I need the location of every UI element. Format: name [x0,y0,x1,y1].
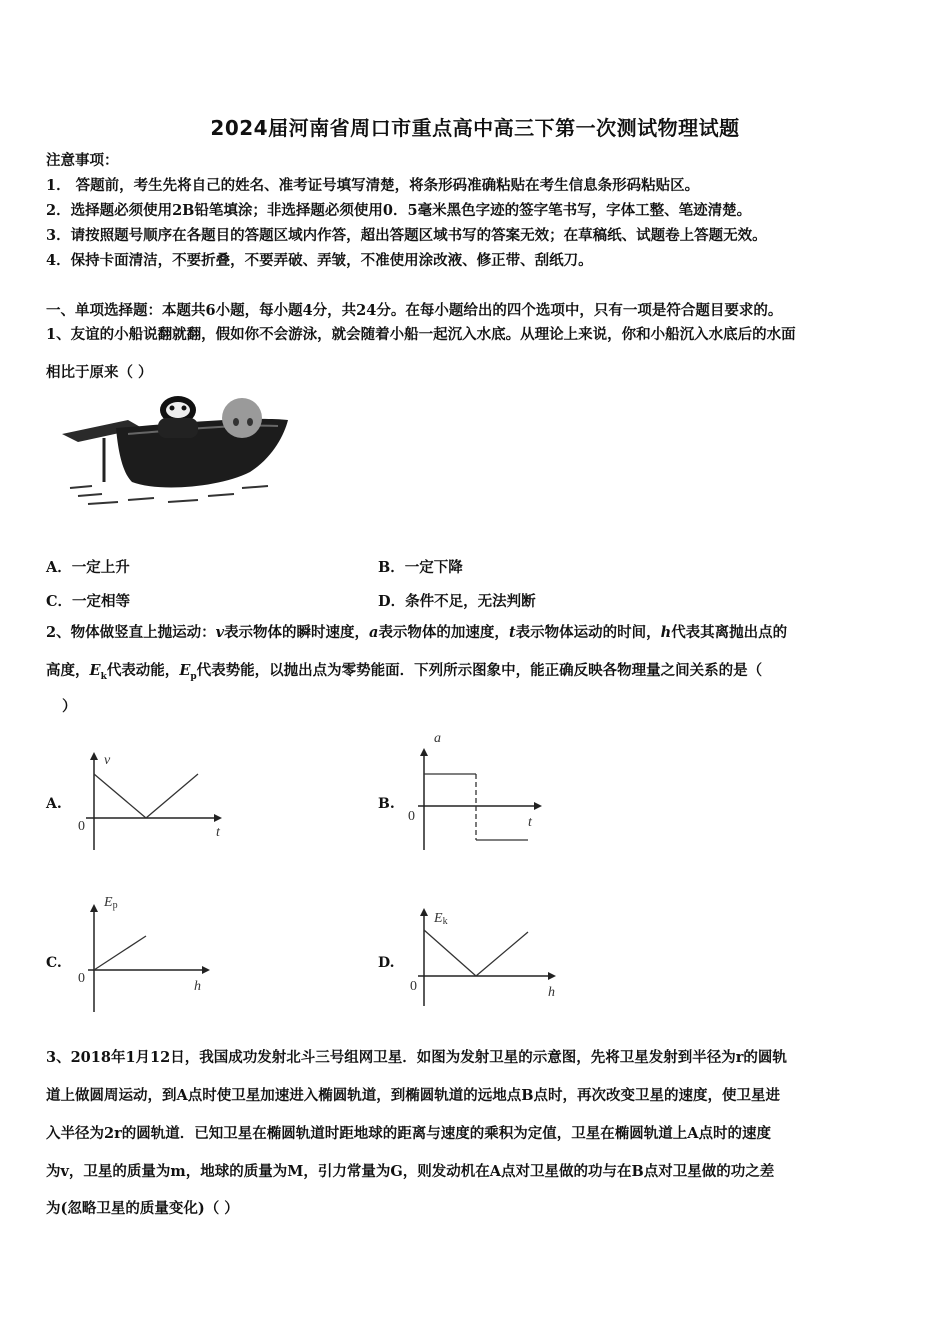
question-3-stem-cont: 道上做圆周运动，到A点时使卫星加速进入椭圆轨道，到椭圆轨道的远地点B点时，再次改变卫星的速度，使卫星进 [46,1087,781,1104]
question-3-stem-cont: 为(忽略卫星的质量变化)（ ） [46,1200,239,1217]
x-axis-label: t [528,815,532,830]
origin-label: 0 [408,809,415,824]
q1-option-b: B．一定下降 [378,559,463,576]
graph-d-ek-h [400,900,570,1010]
y-axis-label: Ek [434,911,448,927]
notice-item: 2．选择题必须使用2B铅笔填涂；非选择题必须使用0．5毫米黑色字迹的签字笔书写，字体工整、笔迹清楚。 [46,202,752,219]
q1-option-c: C．一定相等 [46,593,131,610]
question-1-stem: 1、友谊的小船说翻就翻，假如你不会游泳，就会随着小船一起沉入水底。从理论上来说，你和小船沉入水底后的水面 [46,326,796,343]
question-3-stem-cont: 为v，卫星的质量为m，地球的质量为M，引力常量为G，则发动机在A点对卫星做的功与在B点对卫星做的功之差 [46,1163,775,1180]
x-axis-label: h [548,985,555,1000]
question-3-stem: 3、2018年1月12日，我国成功发射北斗三号组网卫星．如图为发射卫星的示意图，先将卫星发射到半径为r的圆轨 [46,1049,787,1066]
notice-item: 3．请按照题号顺序在各题目的答题区域内作答，超出答题区域书写的答案无效；在草稿纸、试题卷上答题无效。 [46,227,767,244]
boat-hull [116,419,288,488]
graph-a-v-t [72,744,232,854]
q1-option-a: A．一定上升 [46,559,130,576]
question-2-stem-close: ） [62,698,77,715]
speed-curve [94,774,198,818]
potential-energy-line [94,936,146,970]
person-head [222,398,262,438]
notice-item: 1． 答题前，考生先将自己的姓名、准考证号填写清楚，将条形码准确粘贴在考生信息条形码粘贴区。 [46,177,700,194]
question-2-stem-cont: 高度，$E_k$代表动能，$E_p$代表势能，以抛出点为零势能面．下列所示图象中，能正确反映各物理量之间关系的是（ [46,662,763,682]
water-ripples [70,486,268,504]
graph-c-label: C. [46,955,62,971]
question-3-stem-cont: 入半径为2r的圆轨道．已知卫星在椭圆轨道时距地球的距离与速度的乘积为定值，卫星在椭圆轨道上A点时的速度 [46,1125,771,1142]
q1-option-d: D．条件不足，无法判断 [378,593,536,610]
x-axis-label: t [216,825,220,840]
page-title: 2024届河南省周口市重点高中高三下第一次测试物理试题 [210,116,740,140]
graph-c-ep-h [72,886,222,1014]
x-axis-label: h [194,979,201,994]
origin-label: 0 [78,971,85,986]
y-axis-label: Ep [104,895,118,911]
question-1-stem-cont: 相比于原来（ ） [46,364,153,381]
section-heading: 一、单项选择题：本题共6小题，每小题4分，共24分。在每小题给出的四个选项中，只有一项是符合题目要求的。 [46,302,783,319]
origin-label: 0 [410,979,417,994]
graph-a-label: A. [46,796,62,812]
notice-item: 4．保持卡面清洁，不要折叠，不要弄破、弄皱，不准使用涂改液、修正带、刮纸刀。 [46,252,593,269]
kinetic-energy-curve [424,930,528,976]
graph-b-label: B. [378,796,395,812]
graph-d-label: D. [378,955,395,971]
graph-b-a-t [400,726,560,852]
notice-heading: 注意事项： [46,152,119,169]
capsized-boat-illustration [58,388,292,512]
origin-label: 0 [78,819,85,834]
y-axis-label: a [434,731,441,746]
y-axis-label: v [104,753,111,768]
question-2-stem: 2、物体做竖直上抛运动：v表示物体的瞬时速度，a表示物体的加速度，t表示物体运动的时间，h代表其离抛出点的 [46,624,788,641]
